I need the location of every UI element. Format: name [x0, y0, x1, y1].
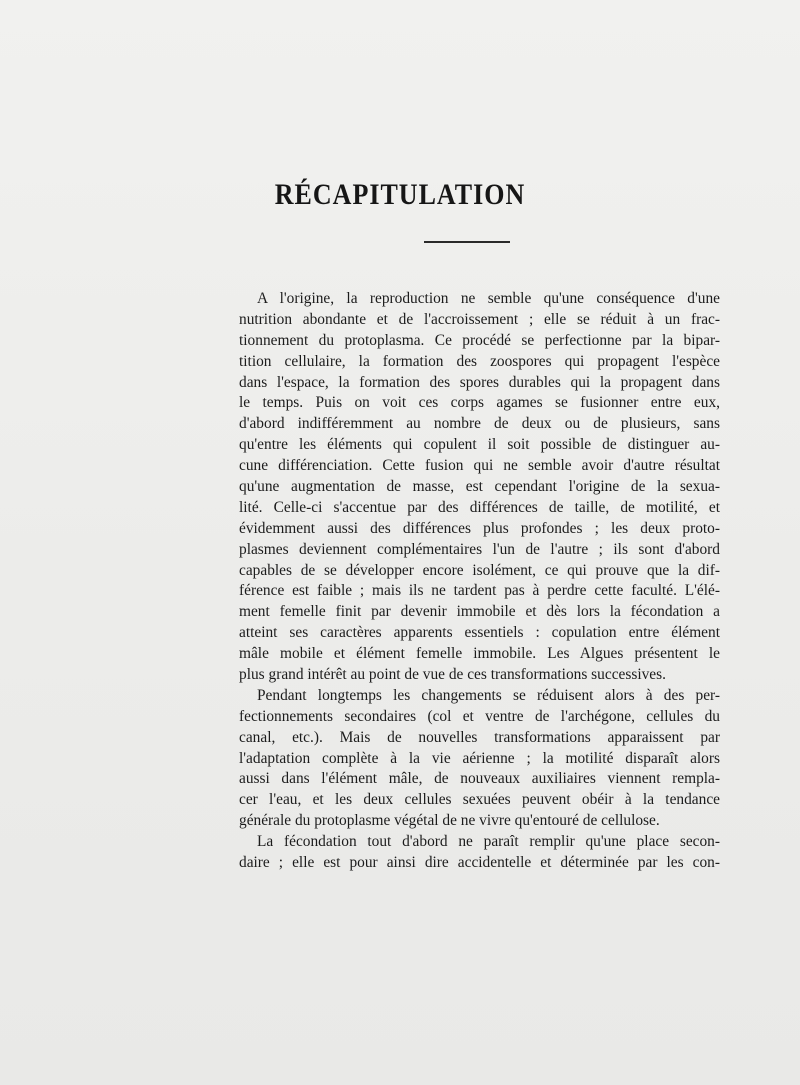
text-line: qu'entre les éléments qui copulent il soit possible de distinguer au- [239, 436, 720, 454]
title-rule [424, 241, 510, 243]
text-line: plus grand intérêt au point de vue de ces transformations successives. [239, 666, 666, 684]
text-line: d'abord indifféremment au nombre de deux ou de plusieurs, sans [239, 415, 720, 433]
text-line: Pendant longtemps les changements se réduisent alors à des per- [257, 686, 720, 704]
text-line: capables de se développer encore isolément, ce qui prouve que la dif- [239, 561, 720, 579]
text-line: tition cellulaire, la formation des zoospores qui propagent l'espèce [239, 352, 720, 370]
text-line: fectionnements secondaires (col et ventre de l'archégone, cellules du [239, 707, 720, 725]
text-line: nutrition abondante et de l'accroissement ; elle se réduit à un frac- [239, 310, 720, 328]
text-line: l'adaptation complète à la vie aérienne ; la motilité disparaît alors [239, 749, 720, 767]
text-line: férence est faible ; mais ils ne tardent pas à perdre cette faculté. L'élé- [239, 582, 720, 600]
text-line: plasmes deviennent complémentaires l'un de l'autre ; ils sont d'abord [239, 540, 720, 558]
page-title: RÉCAPITULATION [274, 178, 526, 211]
body-text [239, 289, 720, 874]
text-line: dans l'espace, la formation des spores durables qui la propagent dans [239, 373, 720, 391]
text-line: canal, etc.). Mais de nouvelles transformations apparaissent par [239, 728, 720, 746]
text-line: qu'une augmentation de masse, est cependant l'origine de la sexua- [239, 478, 720, 496]
text-line: cer l'eau, et les deux cellules sexuées peuvent obéir à la tendance [239, 791, 720, 809]
text-line: ment femelle finit par devenir immobile et dès lors la fécondation a [239, 603, 720, 621]
text-line: cune différenciation. Cette fusion qui ne semble avoir d'autre résultat [239, 457, 720, 475]
text-line: tionnement du protoplasma. Ce procédé se perfectionne par la bipar- [239, 331, 720, 349]
text-line: A l'origine, la reproduction ne semble qu'une conséquence d'une [257, 290, 720, 307]
text-line: aussi dans l'élément mâle, de nouveaux auxiliaires viennent rempla- [239, 770, 720, 788]
text-line: daire ; elle est pour ainsi dire accidentelle et déterminée par les con- [239, 854, 720, 872]
text-line: mâle mobile et élément femelle immobile. Les Algues présentent le [239, 645, 720, 663]
text-line: La fécondation tout d'abord ne paraît remplir qu'une place secon- [257, 833, 720, 851]
text-line: lité. Celle-ci s'accentue par des différences de taille, de motilité, et [239, 498, 720, 516]
text-line: générale du protoplasme végétal de ne vivre qu'entouré de cellulose. [239, 812, 660, 830]
text-line: atteint ses caractères apparents essentiels : copulation entre élément [239, 624, 720, 642]
text-line: évidemment aussi des différences plus profondes ; les deux proto- [239, 519, 720, 537]
text-line: le temps. Puis on voit ces corps agames se fusionner entre eux, [239, 394, 720, 412]
